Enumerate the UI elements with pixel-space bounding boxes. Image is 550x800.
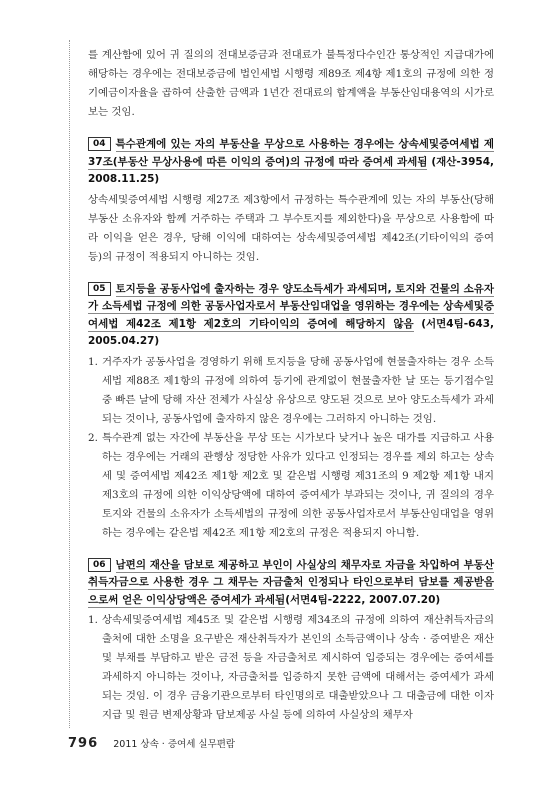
section-05 <box>88 281 494 543</box>
intro-paragraph: 를 계산함에 있어 귀 질의의 전대보증금과 전대료가 불특정다수인간 통상적인 지급대가에 해당하는 경우에는 전대보증금에 법인세법 시행령 제89조 제4항 제1호의 규정에 의한 정기예금이자율을 곱하여 산출한 금액과 1년간 전대료의 합계액을 부동산임대용역의 시가로 보는 것임. <box>88 49 494 118</box>
section-body: 상속세및증여세법 시행령 제27조 제3항에서 규정하는 특수관계에 있는 자의 부동산(당해 부동산 소유자와 함께 거주하는 주택과 그 부수토지를 제외한다)을 무상으로 사용함에 따라 이익을 얻은 경우, 당해 이익에 대하여는 상속세및증여세법 제42조(기타이익의 증여 등)의 규정이 적용되지 아니하는 것임. <box>88 193 494 263</box>
book-title: 2011 상속 · 증여세 실무편람 <box>113 739 236 750</box>
page-footer <box>68 732 235 751</box>
list-item: 1. 상속세및증여세법 제45조 및 같은법 시행령 제34조의 규정에 의하여 재산취득자금의 출처에 대한 소명을 요구받은 재산취득자가 본인의 소득금액이나 상속 · 증여받은 재산 및 부채를 부담하고 받은 금전 등을 자금출처로 제시하여 입증되는 경우에는 증여세를 과세하지 아니하는 것이나, 자금출처를 입증하지 못한 금액에 대해서는 증여세가 과세되는 것임. 이 경우 금융기관으로부터 타인명의로 대출받았으나 그 대출금에 대한 이자지급 및 원금 변제상황과 담보제공 사실 등에 의하여 사실상의 채무자 <box>88 611 494 725</box>
section-04 <box>88 136 494 267</box>
section-citation: (서면4팀-643, 2005.04.27) <box>88 317 495 347</box>
section-title: 남편의 재산을 담보로 제공하고 부인이 사실상의 채무자로 자금을 차입하여 부동산취득자금으로 사용한 경우 그 채무는 자금출처 인정되나 타인으로부터 담보를 제공받음으로써 얻은 이익상당액은 증여세가 과세됨 <box>88 558 494 606</box>
section-heading <box>88 281 494 351</box>
section-list <box>88 353 494 543</box>
section-number-badge: 05 <box>88 282 111 296</box>
margin-dotted-line <box>69 40 70 728</box>
section-list <box>88 611 494 725</box>
section-citation: (재산-3954, 2008.11.25) <box>88 155 494 185</box>
list-item-number: 2. <box>88 431 98 444</box>
list-item-number: 1. <box>88 614 98 626</box>
list-item: 2. 특수관계 없는 자간에 부동산을 무상 또는 시가보다 낮거나 높은 대가를 지급하고 사용하는 경우에는 거래의 관행상 정당한 사유가 있다고 인정되는 경우를 제외 하고는 상속세 및 증여세법 제42조 제1항 제2호 및 같은법 시행령 제31조의 9 제2항 제1항 내지 제3호의 규정에 의한 이익상당액에 대하여 증여세가 부과되는 것이나, 귀 질의의 경우 토지와 건물의 소유자가 소득세법의 규정에 의한 공동사업자로서 부동산임대업을 영위하는 경우에는 같은법 제42조 제1항 제2호의 규정은 적용되지 아니함. <box>88 429 494 543</box>
section-citation: (서면4팀-2222, 2007.07.20) <box>285 593 441 606</box>
intro-paragraph-block <box>88 46 494 122</box>
section-heading <box>88 557 494 610</box>
section-06 <box>88 557 494 726</box>
section-title: 토지등을 공동사업에 출자하는 경우 양도소득세가 과세되며, 토지와 건물의 소유자가 소득세법 규정에 의한 공동사업자로서 부동산임대업을 영위하는 경우에는 상속세및증여세법 제42조 제1항 제2호의 기타이익의 증여에 해당하지 않음 <box>88 282 494 330</box>
section-number-badge: 04 <box>88 137 111 151</box>
section-title: 특수관계에 있는 자의 부동산을 무상으로 사용하는 경우에는 상속세및증여세법 제37조(부동산 무상사용에 따른 이익의 증여)의 규정에 따라 증여세 과세됨 <box>88 138 494 168</box>
content-area <box>88 46 494 725</box>
list-item-number: 1. <box>88 355 98 368</box>
list-item: 1. 거주자가 공동사업을 경영하기 위해 토지등을 당해 공동사업에 현물출자하는 경우 소득세법 제88조 제1항의 규정에 의하여 등기에 관계없이 현물출자한 날 또는 등기접수일 중 빠른 날에 당해 자산 전체가 사실상 유상으로 양도된 것으로 보아 양도소득세가 과세되는 것이나, 공동사업에 출자하지 않은 경우에는 그러하지 아니하는 것임. <box>88 353 494 429</box>
page-number: 796 <box>68 736 99 751</box>
section-number-badge: 06 <box>88 558 111 572</box>
section-heading <box>88 136 494 189</box>
